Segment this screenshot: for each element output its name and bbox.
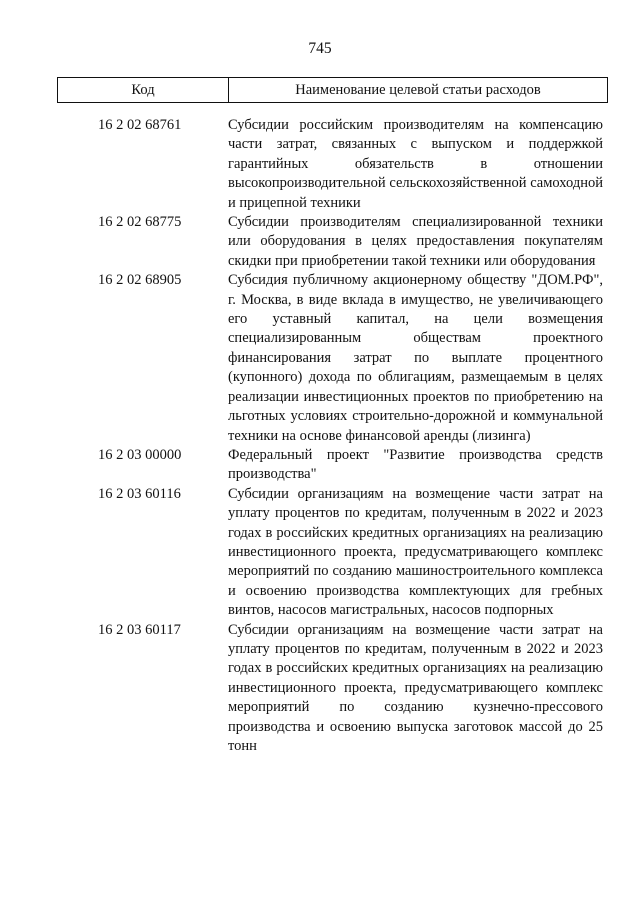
table-row (0, 485, 640, 621)
row-code: 16 2 02 68775 (98, 214, 182, 231)
row-code: 16 2 02 68905 (98, 272, 182, 289)
row-code: 16 2 03 60117 (98, 621, 181, 638)
header-code-label: Код (58, 78, 229, 102)
row-description: Федеральный проект "Развитие производства средств производства" (228, 446, 603, 483)
row-description: Субсидии организациям на возмещение части затрат на уплату процентов по кредитам, полученным в 2022 и 2023 годах в российских кредитных организациях на реализацию инвестиционного проекта, предусматривающего комплекс мероприятий по созданию машиностроительного комплекса и освоению производства комплектующих для гребных винтов, насосов магистральных, насосов подпорных (228, 485, 603, 619)
row-description: Субсидии производителям специализированной техники или оборудования в целях предоставления покупателям скидки при приобретении такой техники или оборудования (228, 214, 603, 269)
table-header (57, 77, 608, 103)
header-name-label: Наименование целевой статьи расходов (295, 81, 541, 98)
row-description: Субсидия публичному акционерному обществу "ДОМ.РФ", г. Москва, в виде вклада в имущество, не увеличивающего его уставный капитал, на цели возмещения специализированным обществам проектного финансирования затрат по выплате процентного (купонного) дохода по облигациям, размещаемым в целях реализации инвестиционных проектов по приобретению на льготных условиях строительно-дорожной и коммунальной техники на основе финансовой аренды (лизинга) (228, 272, 603, 444)
table-row (0, 271, 640, 446)
row-code: 16 2 03 00000 (98, 446, 182, 463)
row-description: Субсидии организациям на возмещение части затрат на уплату процентов по кредитам, полученным в 2022 и 2023 годах в российских кредитных организациях на реализацию инвестиционного проекта, предусматривающего комплекс мероприятий по созданию кузнечно-прессового производства и освоению выпуска заготовок массой до 25 тонн (228, 621, 603, 754)
row-code: 16 2 03 60116 (98, 485, 181, 502)
table-row (0, 446, 640, 485)
page-number: 745 (308, 40, 332, 57)
table-row (0, 116, 640, 213)
row-description: Субсидии российским производителям на компенсацию части затрат, связанных с выпуском и поддержкой гарантийных обязательств в отношении высокопроизводительной сельскохозяйственной самоходной и прицепной техники (228, 117, 603, 211)
table-row (0, 621, 640, 757)
table-row (0, 213, 640, 271)
table-body (0, 116, 640, 756)
row-code: 16 2 02 68761 (98, 117, 182, 133)
